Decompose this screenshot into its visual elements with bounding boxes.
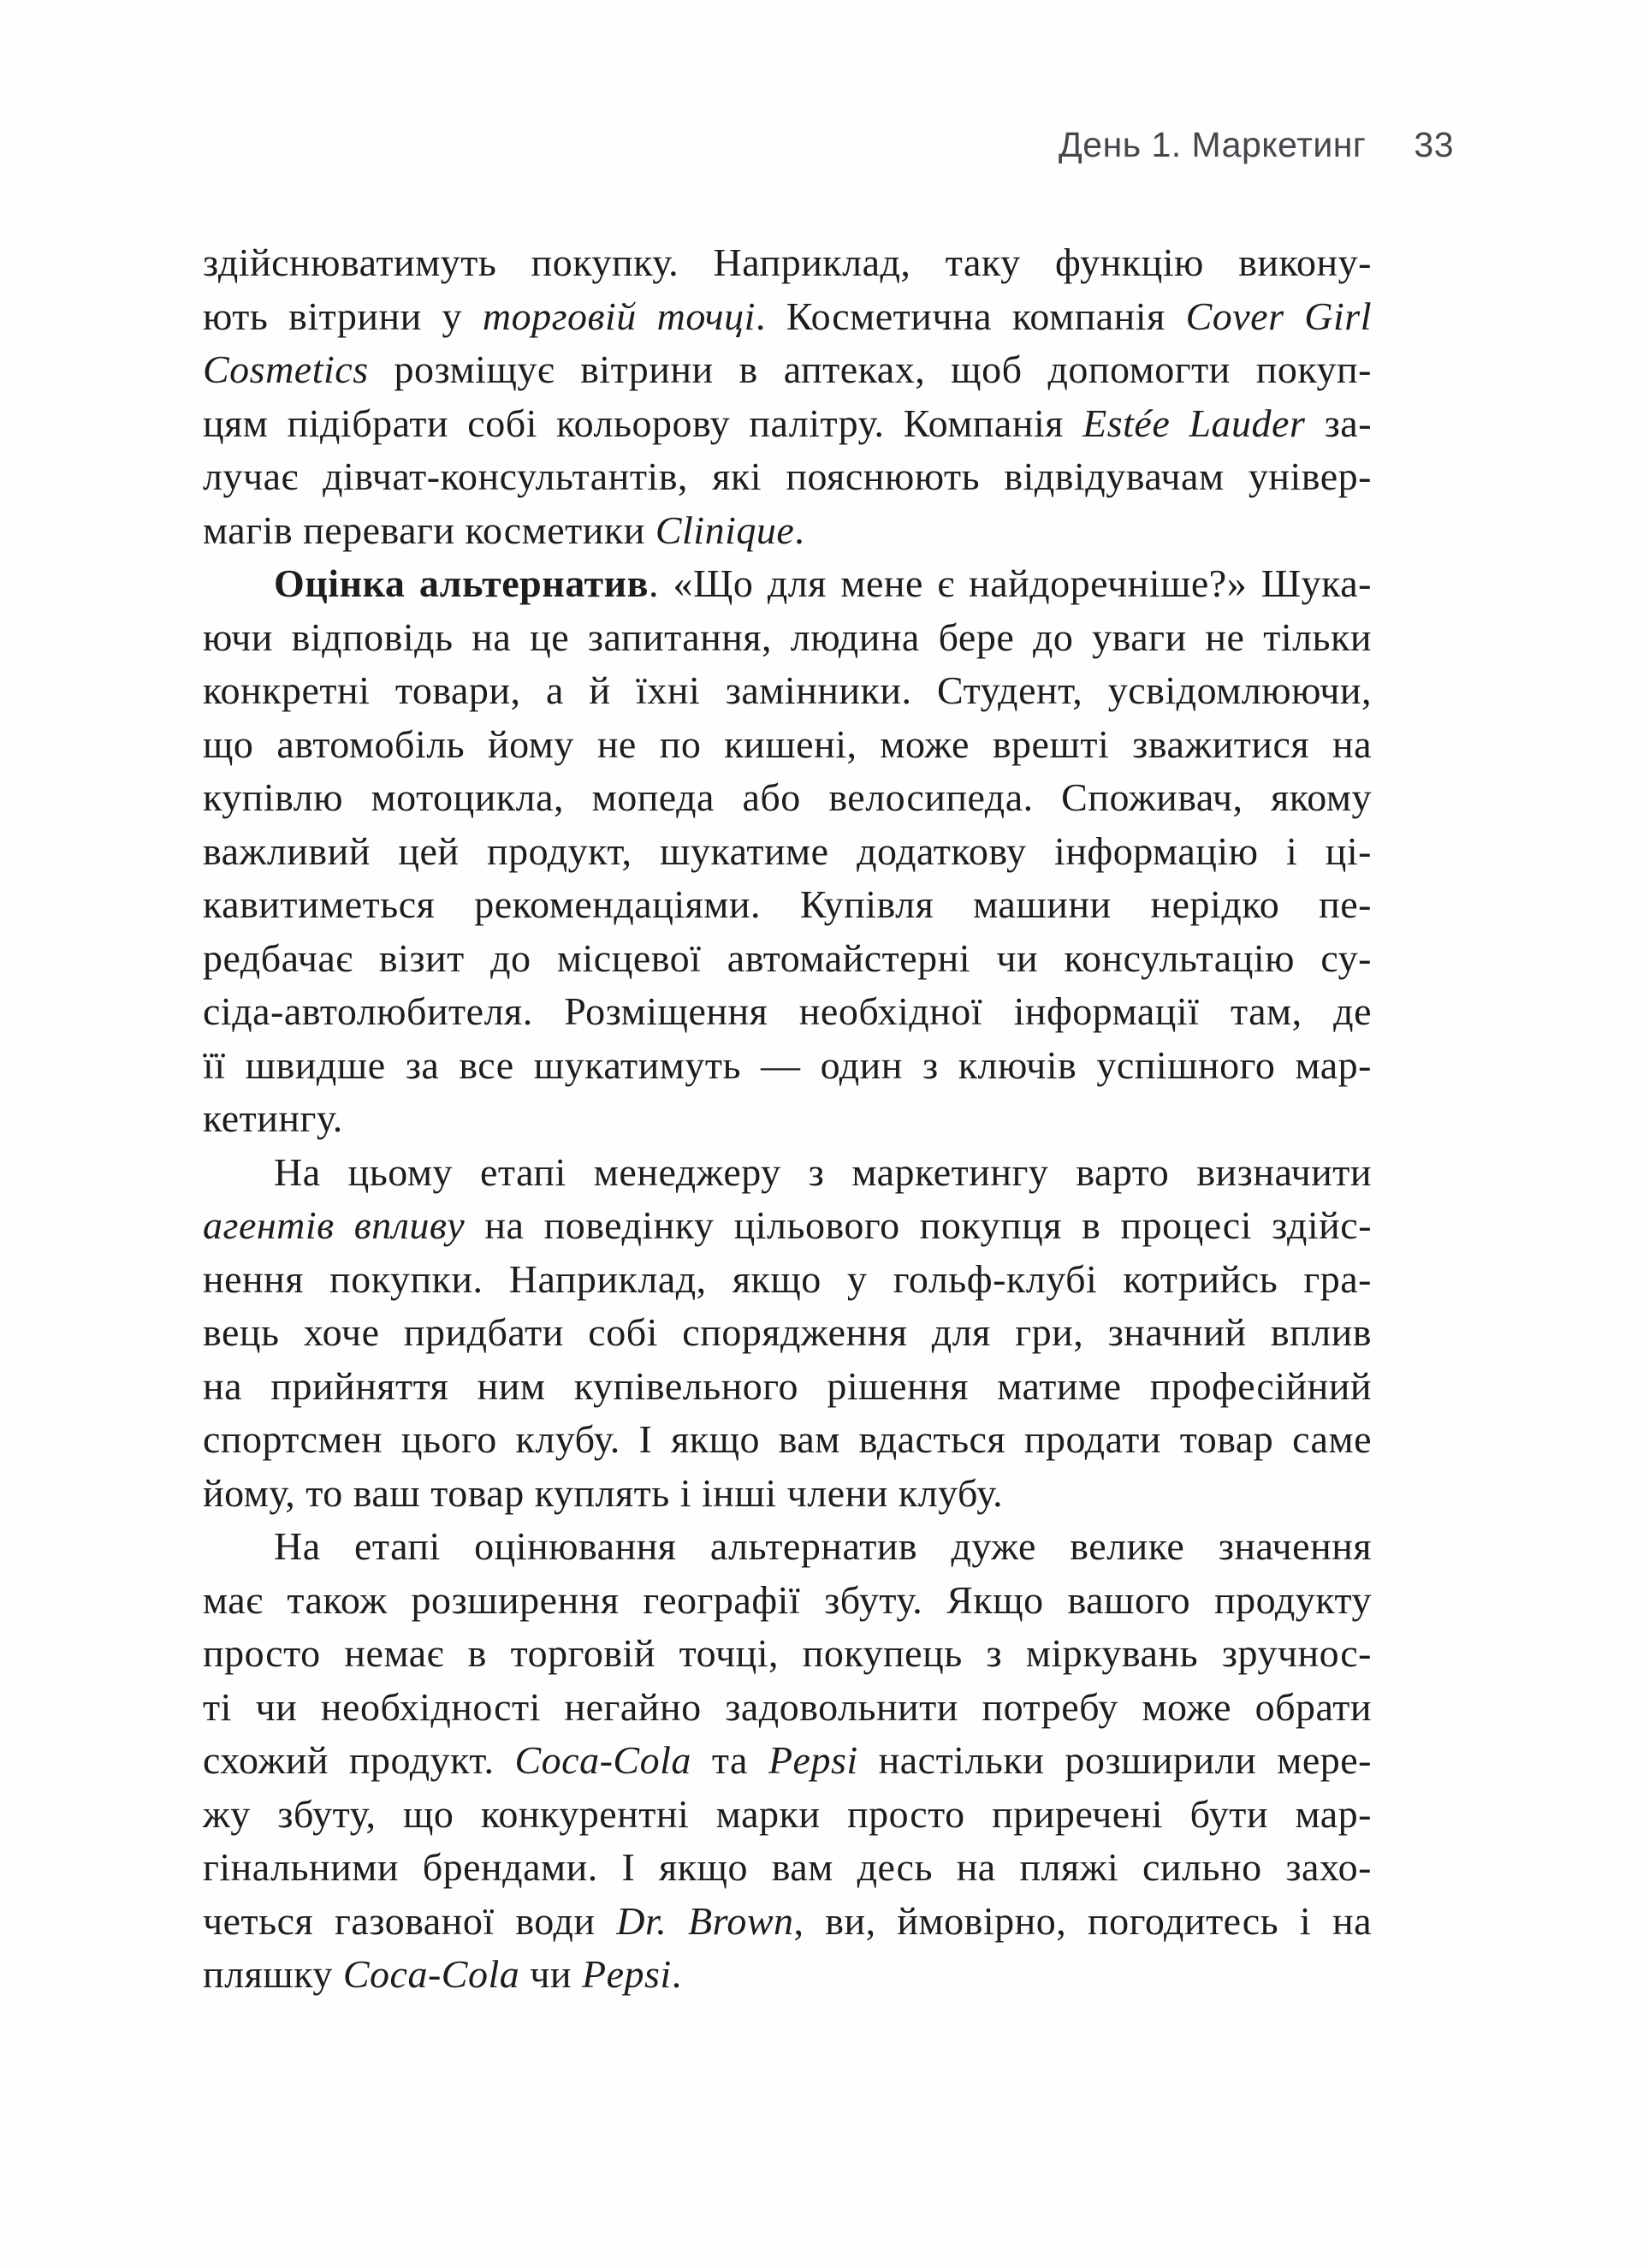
text-run: гінальними брендами. І якщо вам десь на пляжі сильно захо- bbox=[203, 1845, 1372, 1889]
text-line bbox=[203, 1039, 1372, 1093]
text-line bbox=[203, 1574, 1372, 1628]
text-line bbox=[203, 557, 1372, 611]
text-run: сіда-автолюбителя. Розміщення необхідної інформації там, де bbox=[203, 989, 1372, 1033]
text-run: Pepsi bbox=[582, 1952, 672, 1996]
text-line bbox=[203, 1360, 1372, 1414]
text-run: та bbox=[691, 1738, 768, 1782]
text-run: цям підібрати собі кольорову палітру. Компанія bbox=[203, 401, 1083, 445]
text-line bbox=[203, 664, 1372, 718]
text-run: Dr. Brown bbox=[616, 1898, 794, 1943]
text-line bbox=[203, 611, 1372, 665]
text-line bbox=[203, 1788, 1372, 1842]
text-line bbox=[203, 1253, 1372, 1307]
text-run: здійснюватимуть покупку. Наприклад, таку функцію викону- bbox=[203, 240, 1372, 284]
text-run: магів переваги косметики bbox=[203, 508, 655, 552]
text-run: пляшку bbox=[203, 1952, 343, 1996]
text-run: четься газованої води bbox=[203, 1898, 617, 1943]
text-line bbox=[203, 504, 1372, 558]
text-line bbox=[203, 343, 1372, 397]
chapter-title: День 1. Маркетинг bbox=[1059, 125, 1367, 164]
text-run: . bbox=[794, 508, 805, 552]
text-run: її швидше за все шукатимуть — один з ключів успішного мар- bbox=[203, 1042, 1372, 1087]
text-line bbox=[203, 1895, 1372, 1949]
text-line bbox=[203, 932, 1372, 986]
text-run: кетингу. bbox=[203, 1096, 343, 1140]
text-run: Cosmetics bbox=[203, 347, 369, 391]
text-run: , ви, ймовірно, погодитесь і на bbox=[793, 1898, 1372, 1943]
text-run: . Косметична компанія bbox=[755, 294, 1186, 338]
text-line bbox=[203, 1306, 1372, 1360]
text-run: ючи відповідь на це запитання, людина бере до уваги не тільки bbox=[203, 614, 1372, 659]
page-number: 33 bbox=[1414, 125, 1454, 164]
text-run: розміщує вітрини в аптеках, щоб допомогти покуп- bbox=[368, 347, 1372, 391]
text-run: Coca-Cola bbox=[514, 1738, 691, 1782]
text-run: просто немає в торговій точці, покупець з міркувань зручнос- bbox=[203, 1631, 1372, 1675]
text-run: йому, то ваш товар куплять і інші члени клубу. bbox=[203, 1470, 1004, 1515]
text-line bbox=[203, 1199, 1372, 1253]
text-run: що автомобіль йому не по кишені, може врешті зважитися на bbox=[203, 721, 1372, 766]
page-body bbox=[203, 236, 1372, 2002]
text-run: . «Що для мене є найдоречніше?» Шука- bbox=[649, 561, 1372, 605]
text-run: ті чи необхідності негайно задовольнити потребу може обрати bbox=[203, 1684, 1372, 1729]
text-line bbox=[203, 1467, 1372, 1521]
text-line bbox=[203, 1146, 1372, 1200]
text-line bbox=[203, 397, 1372, 451]
text-run: агентів впливу bbox=[203, 1203, 466, 1247]
text-run: нення покупки. Наприклад, якщо у гольф-клубі котрийсь гра- bbox=[203, 1256, 1372, 1301]
text-line bbox=[203, 1627, 1372, 1681]
text-run: купівлю мотоцикла, мопеда або велосипеда. Споживач, якому bbox=[203, 775, 1372, 819]
text-run: . bbox=[671, 1952, 682, 1996]
text-line bbox=[203, 236, 1372, 290]
text-run: Clinique bbox=[655, 508, 795, 552]
text-run: Оцінка альтернатив bbox=[274, 561, 649, 605]
text-run: на прийняття ним купівельного рішення матиме професійний bbox=[203, 1363, 1372, 1408]
text-line bbox=[203, 1734, 1372, 1788]
text-run: Pepsi bbox=[768, 1738, 858, 1782]
text-line bbox=[203, 1520, 1372, 1574]
text-run: редбачає візит до місцевої автомайстерні чи консультацію су- bbox=[203, 935, 1372, 980]
text-run: важливий цей продукт, шукатиме додаткову інформацію і ці- bbox=[203, 828, 1372, 873]
text-line bbox=[203, 878, 1372, 932]
text-line bbox=[203, 450, 1372, 504]
text-run: жу збуту, що конкурентні марки просто приречені бути мар- bbox=[203, 1791, 1372, 1836]
text-run: торговій точці bbox=[482, 294, 756, 338]
text-run: На етапі оцінювання альтернатив дуже велике значення bbox=[274, 1524, 1372, 1568]
text-line bbox=[203, 1948, 1372, 2002]
text-line bbox=[203, 1841, 1372, 1895]
text-run: на поведінку цільового покупця в процесі здійс- bbox=[465, 1203, 1373, 1247]
text-line bbox=[203, 825, 1372, 879]
text-run: спортсмен цього клубу. І якщо вам вдасться продати товар саме bbox=[203, 1417, 1372, 1461]
text-line bbox=[203, 771, 1372, 825]
text-run: за- bbox=[1305, 401, 1373, 445]
text-line bbox=[203, 985, 1372, 1039]
text-line bbox=[203, 1413, 1372, 1467]
text-run: Coca-Cola bbox=[342, 1952, 520, 1996]
text-run: лучає дівчат-консультантів, які пояснюють відвідувачам універ- bbox=[203, 454, 1372, 498]
text-line bbox=[203, 718, 1372, 772]
text-run: Estée Lauder bbox=[1082, 401, 1306, 445]
text-run: Cover Girl bbox=[1185, 294, 1372, 338]
text-run: чи bbox=[519, 1952, 583, 1996]
text-line bbox=[203, 1092, 1372, 1146]
text-run: має також розширення географії збуту. Якщо вашого продукту bbox=[203, 1577, 1372, 1622]
text-line bbox=[203, 1681, 1372, 1735]
text-run: конкретні товари, а й їхні замінники. Студент, усвідомлюючи, bbox=[203, 668, 1372, 712]
running-header bbox=[203, 125, 1454, 165]
text-line bbox=[203, 290, 1372, 344]
text-run: настільки розширили мере- bbox=[857, 1738, 1372, 1782]
text-run: схожий продукт. bbox=[203, 1738, 515, 1782]
text-run: На цьому етапі менеджеру з маркетингу варто визначити bbox=[274, 1149, 1372, 1194]
text-run: вець хоче придбати собі спорядження для гри, значний вплив bbox=[203, 1310, 1372, 1354]
text-run: ють вітрини у bbox=[203, 294, 483, 338]
text-run: кавитиметься рекомендаціями. Купівля машини нерідко пе- bbox=[203, 882, 1372, 926]
